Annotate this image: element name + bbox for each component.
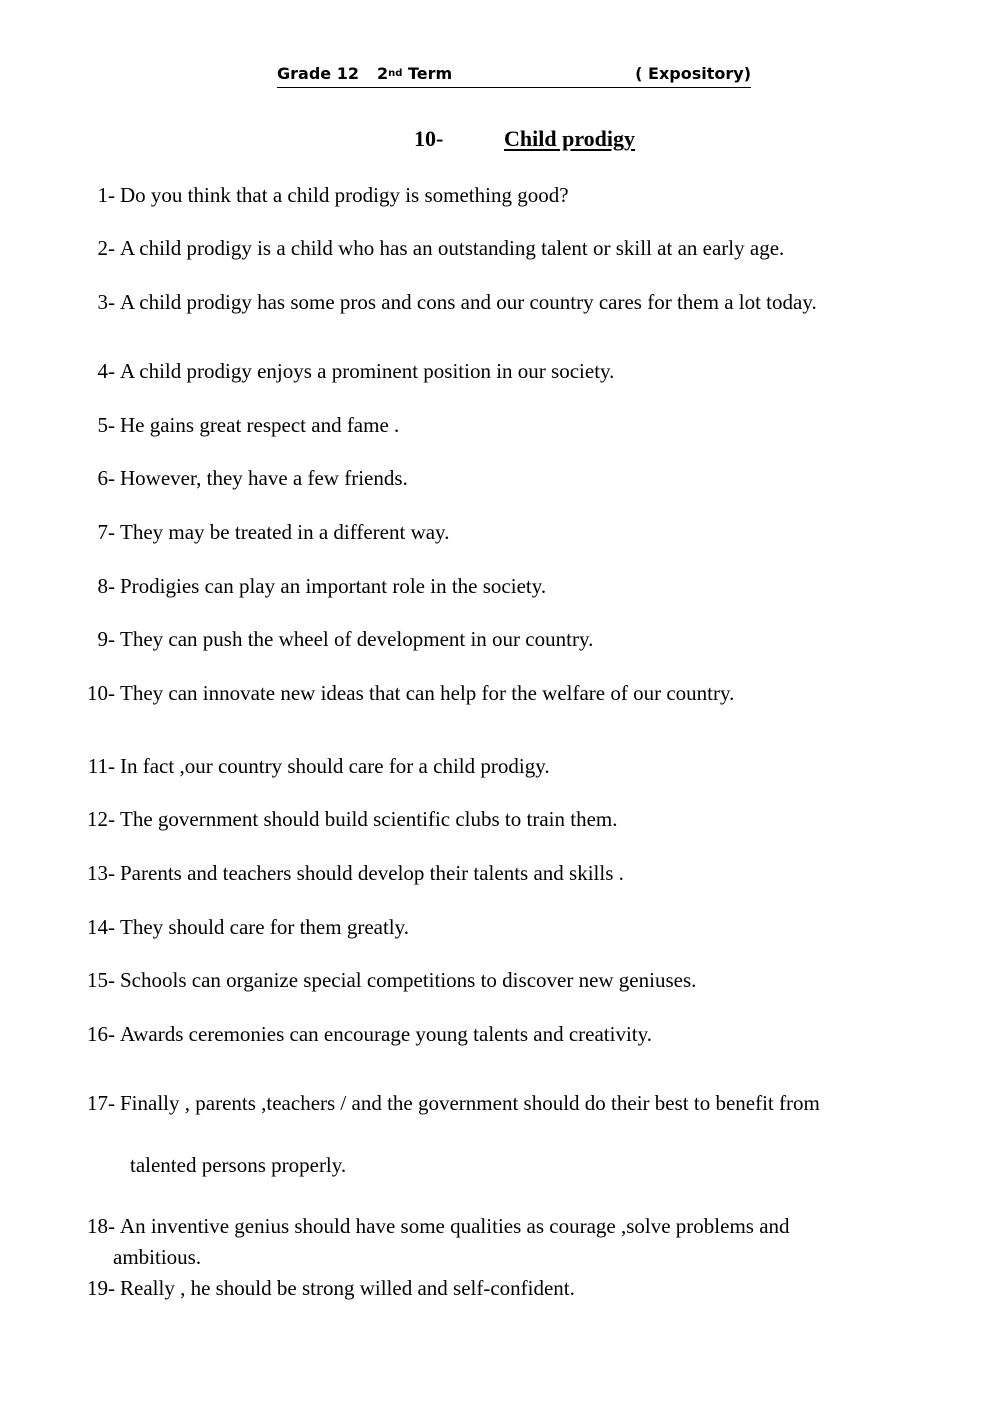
- item-text: Finally , parents ,teachers / and the government should do their best to benefit from: [120, 1091, 820, 1115]
- item-number: 9-: [97, 627, 115, 651]
- item-text: A child prodigy is a child who has an outstanding talent or skill at an early age.: [120, 236, 785, 260]
- item-number: 5-: [97, 413, 115, 437]
- term-label: [377, 64, 452, 83]
- essay-type-label: ( Expository): [635, 64, 751, 83]
- list-item: [0, 754, 993, 782]
- item-number: 7-: [97, 520, 115, 544]
- list-item: [0, 1091, 993, 1119]
- item-text: Really , he should be strong willed and self-confident.: [120, 1276, 575, 1300]
- list-item: [0, 520, 993, 548]
- item-number: 3-: [97, 290, 115, 314]
- item-number: 10-: [87, 681, 115, 705]
- item-text: The government should build scientific clubs to train them.: [120, 807, 618, 831]
- list-item: [0, 968, 993, 996]
- list-item: [0, 1022, 993, 1050]
- list-item: [0, 290, 993, 318]
- list-item: [0, 359, 993, 387]
- item-text: Schools can organize special competitions to discover new geniuses.: [120, 968, 697, 992]
- item-number: 18-: [87, 1214, 115, 1238]
- item-number: 8-: [97, 574, 115, 598]
- item-number: 11-: [87, 754, 115, 778]
- term-word: Term: [408, 64, 453, 83]
- item-text: Awards ceremonies can encourage young talents and creativity.: [120, 1022, 652, 1046]
- document-header: [277, 62, 751, 88]
- term-number: 2: [377, 64, 389, 83]
- list-item: [0, 807, 993, 835]
- item-text: They may be treated in a different way.: [120, 520, 450, 544]
- item-text: They can innovate new ideas that can help for the welfare of our country.: [120, 681, 735, 705]
- item-text: A child prodigy enjoys a prominent position in our society.: [120, 359, 615, 383]
- item-text: They should care for them greatly.: [120, 915, 410, 939]
- item-text: However, they have a few friends.: [120, 466, 408, 490]
- item-number: 14-: [87, 915, 115, 939]
- item-text: Parents and teachers should develop their talents and skills .: [120, 861, 624, 885]
- item-number: 4-: [97, 359, 115, 383]
- grade-label: Grade 12: [277, 64, 359, 83]
- term-suffix: nd: [388, 68, 403, 79]
- item-text-continuation: talented persons properly.: [130, 1153, 347, 1177]
- item-text: Do you think that a child prodigy is something good?: [120, 183, 569, 207]
- item-number: 17-: [87, 1091, 115, 1115]
- item-number: 1-: [97, 183, 115, 207]
- list-item: [0, 413, 993, 441]
- item-number: 19-: [87, 1276, 115, 1300]
- item-number: 12-: [87, 807, 115, 831]
- list-item: [0, 1214, 993, 1242]
- item-number: 15-: [87, 968, 115, 992]
- item-text: He gains great respect and fame .: [120, 413, 400, 437]
- list-item: [0, 1276, 993, 1304]
- item-text: A child prodigy has some pros and cons and our country cares for them a lot today.: [120, 290, 817, 314]
- page-title: [414, 126, 654, 154]
- item-text-continuation: ambitious.: [113, 1245, 202, 1269]
- list-item: [0, 466, 993, 494]
- list-item: [0, 183, 993, 211]
- list-item: [0, 915, 993, 943]
- list-item: [0, 627, 993, 655]
- title-text: Child prodigy: [504, 126, 636, 151]
- list-item: [0, 681, 993, 709]
- item-number: 2-: [97, 236, 115, 260]
- item-text: In fact ,our country should care for a child prodigy.: [120, 754, 550, 778]
- item-number: 6-: [97, 466, 115, 490]
- list-item: [0, 574, 993, 602]
- item-text: An inventive genius should have some qualities as courage ,solve problems and: [120, 1214, 790, 1238]
- list-item: [0, 236, 993, 264]
- item-text: They can push the wheel of development in our country.: [120, 627, 594, 651]
- item-text: Prodigies can play an important role in the society.: [120, 574, 547, 598]
- list-item: [0, 861, 993, 889]
- item-number: 16-: [87, 1022, 115, 1046]
- title-number: 10-: [414, 126, 444, 151]
- item-number: 13-: [87, 861, 115, 885]
